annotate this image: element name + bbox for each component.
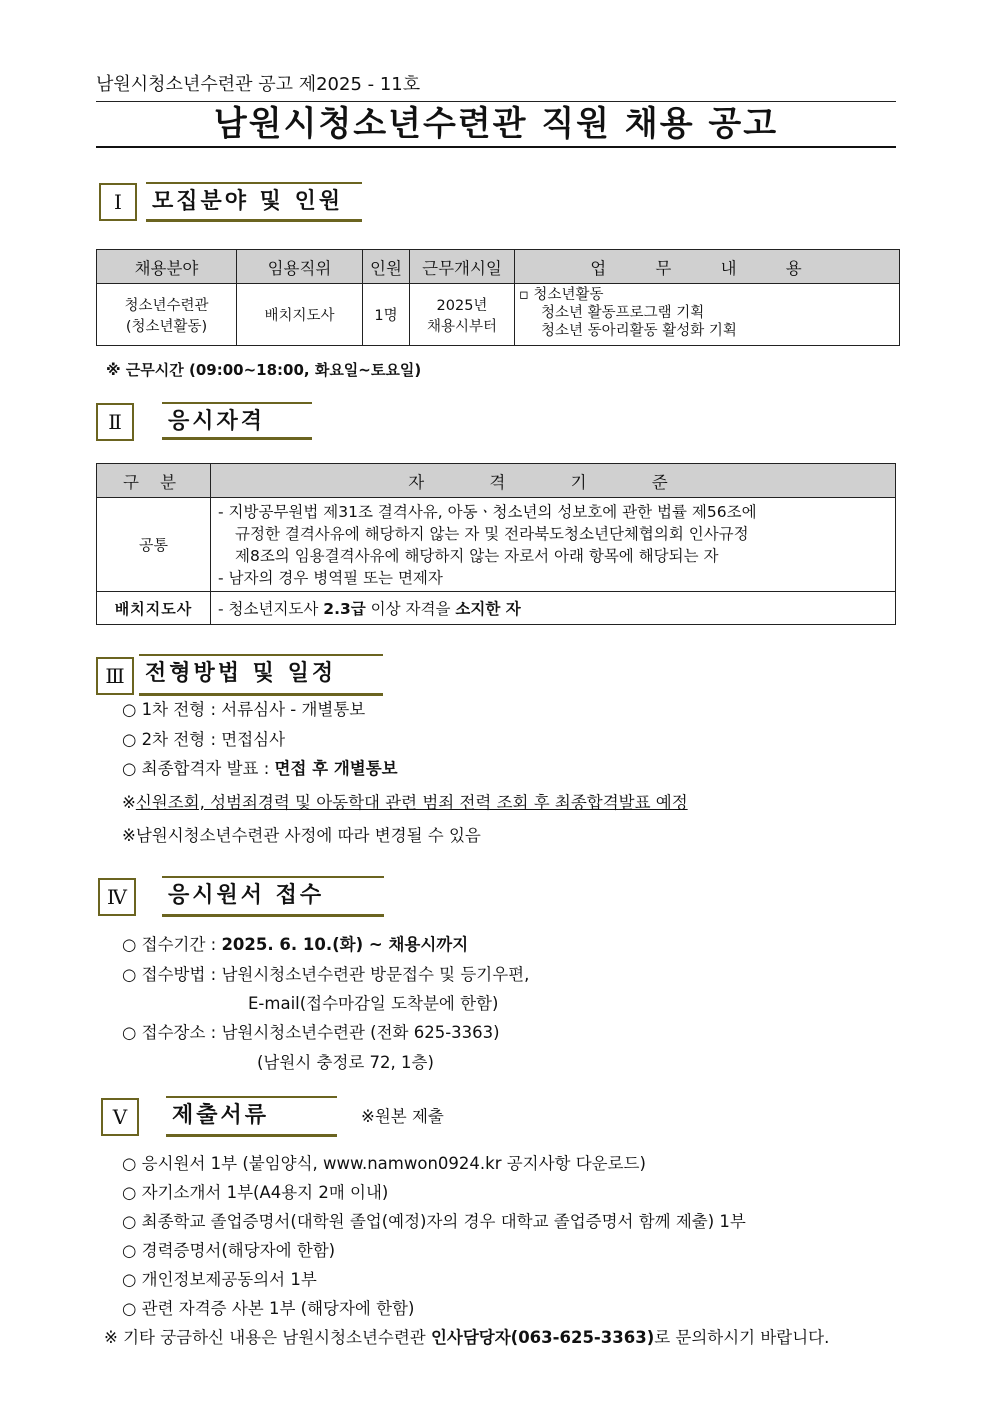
section3-number: Ⅲ bbox=[96, 657, 134, 695]
table-header-field: 채용분야 bbox=[97, 250, 237, 284]
screening-step1: ○ 1차 전형 : 서류심사 - 개별통보 bbox=[122, 700, 366, 719]
change-note: ※남원시청소년수련관 사정에 따라 변경될 수 있음 bbox=[122, 826, 481, 845]
header-rule-bottom bbox=[96, 146, 896, 148]
common-line: - 남자의 경우 병역필 또는 면제자 bbox=[218, 568, 443, 587]
duty-line2: 청소년 동아리활동 활성화 기획 bbox=[541, 323, 737, 339]
common-line: 규정한 결격사유에 해당하지 않는 자 및 전라북도청소년단체협의회 인사규정 bbox=[235, 524, 749, 543]
screening-step2: ○ 2차 전형 : 면접심사 bbox=[122, 730, 286, 749]
common-line: 제8조의 임용결격사유에 해당하지 않는 자로서 아래 항목에 해당되는 자 bbox=[235, 546, 719, 565]
cell-common-criteria bbox=[211, 498, 896, 592]
notice-number: 남원시청소년수련관 공고 제2025 - 11호 bbox=[96, 74, 421, 95]
criteria-text: - 청소년지도사 bbox=[218, 600, 324, 618]
criteria-possess: 소지한 자 bbox=[455, 600, 521, 618]
footer-text: ※ 기타 궁금하신 내용은 남원시청소년수련관 bbox=[104, 1328, 431, 1347]
section4-title: 응시원서 접수 bbox=[162, 876, 384, 917]
start-line1: 2025년 bbox=[436, 297, 488, 314]
start-line2: 채용시부터 bbox=[426, 318, 498, 335]
duty-title: ▫ 청소년활동 bbox=[519, 287, 604, 303]
contact-phone: 인사담당자(063-625-3363) bbox=[430, 1328, 655, 1347]
document-item: ○ 응시원서 1부 (붙임양식, www.namwon0924.kr 공지사항 다운로드) bbox=[122, 1154, 646, 1173]
cell-position-criteria bbox=[211, 592, 896, 625]
table-header-position: 임용직위 bbox=[237, 250, 363, 284]
final-value: 면접 후 개별통보 bbox=[274, 759, 398, 778]
document-item: ○ 최종학교 졸업증명서(대학원 졸업(예정)자의 경우 대학교 졸업증명서 함께 제출) 1부 bbox=[122, 1212, 746, 1231]
table-header-start: 근무개시일 bbox=[410, 250, 515, 284]
note-text: 신원조회, 성범죄경력 및 아동학대 관련 범죄 전력 조회 후 최종합격발표 예정 bbox=[135, 793, 688, 812]
footer-text: 로 문의하시기 바랍니다. bbox=[654, 1328, 830, 1347]
duty-line1: 청소년 활동프로그램 기획 bbox=[541, 305, 705, 321]
document-item: ○ 경력증명서(해당자에 한함) bbox=[122, 1241, 336, 1260]
cell-start bbox=[410, 284, 515, 346]
section4-number: Ⅳ bbox=[98, 878, 136, 916]
application-address: (남원시 충정로 72, 1층) bbox=[257, 1053, 434, 1072]
note-mark: ※ bbox=[122, 793, 136, 812]
screening-final bbox=[122, 754, 398, 783]
contact-footer bbox=[104, 1323, 829, 1352]
final-label: ○ 최종합격자 발표 : bbox=[122, 759, 275, 778]
section2-title: 응시자격 bbox=[162, 402, 312, 440]
field-line1: 청소년수련관 bbox=[124, 297, 209, 314]
cell-position-label: 배치지도사 bbox=[97, 592, 211, 625]
section3-title: 전형방법 및 일정 bbox=[139, 654, 383, 696]
period-value: 2025. 6. 10.(화) ~ 채용시까지 bbox=[221, 935, 469, 954]
common-line: - 지방공무원법 제31조 결격사유, 아동ㆍ청소년의 성보호에 관한 법률 제56조에 bbox=[218, 502, 757, 521]
qualification-table bbox=[96, 463, 896, 625]
work-hours-note: ※ 근무시간 (09:00~18:00, 화요일~토요일) bbox=[106, 361, 422, 379]
application-place: ○ 접수장소 : 남원시청소년수련관 (전화 625-3363) bbox=[122, 1023, 500, 1042]
table-header-category: 구 분 bbox=[97, 464, 211, 498]
cell-position: 배치지도사 bbox=[237, 284, 363, 346]
cell-field bbox=[97, 284, 237, 346]
application-period bbox=[122, 930, 468, 959]
document-item: ○ 관련 자격증 사본 1부 (해당자에 한함) bbox=[122, 1299, 415, 1318]
table-header-duty: 업 무 내 용 bbox=[515, 250, 900, 284]
application-method: ○ 접수방법 : 남원시청소년수련관 방문접수 및 등기우편, bbox=[122, 965, 530, 984]
section2-number: Ⅱ bbox=[96, 403, 134, 441]
original-copy-note: ※원본 제출 bbox=[361, 1107, 444, 1126]
document-item: ○ 자기소개서 1부(A4용지 2매 이내) bbox=[122, 1183, 389, 1202]
background-check-note bbox=[122, 788, 688, 817]
recruitment-table bbox=[96, 249, 900, 346]
criteria-text: 이상 자격을 bbox=[365, 600, 456, 618]
section1-number: Ⅰ bbox=[99, 183, 137, 221]
field-line2: (청소년활동) bbox=[125, 318, 208, 335]
period-label: ○ 접수기간 : bbox=[122, 935, 222, 954]
document-item: ○ 개인정보제공동의서 1부 bbox=[122, 1270, 317, 1289]
page-title: 남원시청소년수련관 직원 채용 공고 bbox=[213, 104, 779, 144]
criteria-grade: 2.3급 bbox=[323, 600, 366, 618]
section5-number: Ⅴ bbox=[101, 1098, 139, 1136]
table-header-count: 인원 bbox=[363, 250, 410, 284]
cell-count: 1명 bbox=[363, 284, 410, 346]
section5-title: 제출서류 bbox=[166, 1096, 337, 1137]
application-method-email: E-mail(접수마감일 도착분에 한함) bbox=[248, 994, 499, 1013]
table-header-criteria: 자 격 기 준 bbox=[211, 464, 896, 498]
cell-common-label: 공통 bbox=[97, 498, 211, 592]
section1-title: 모집분야 및 인원 bbox=[146, 182, 362, 222]
cell-duty bbox=[515, 284, 900, 346]
